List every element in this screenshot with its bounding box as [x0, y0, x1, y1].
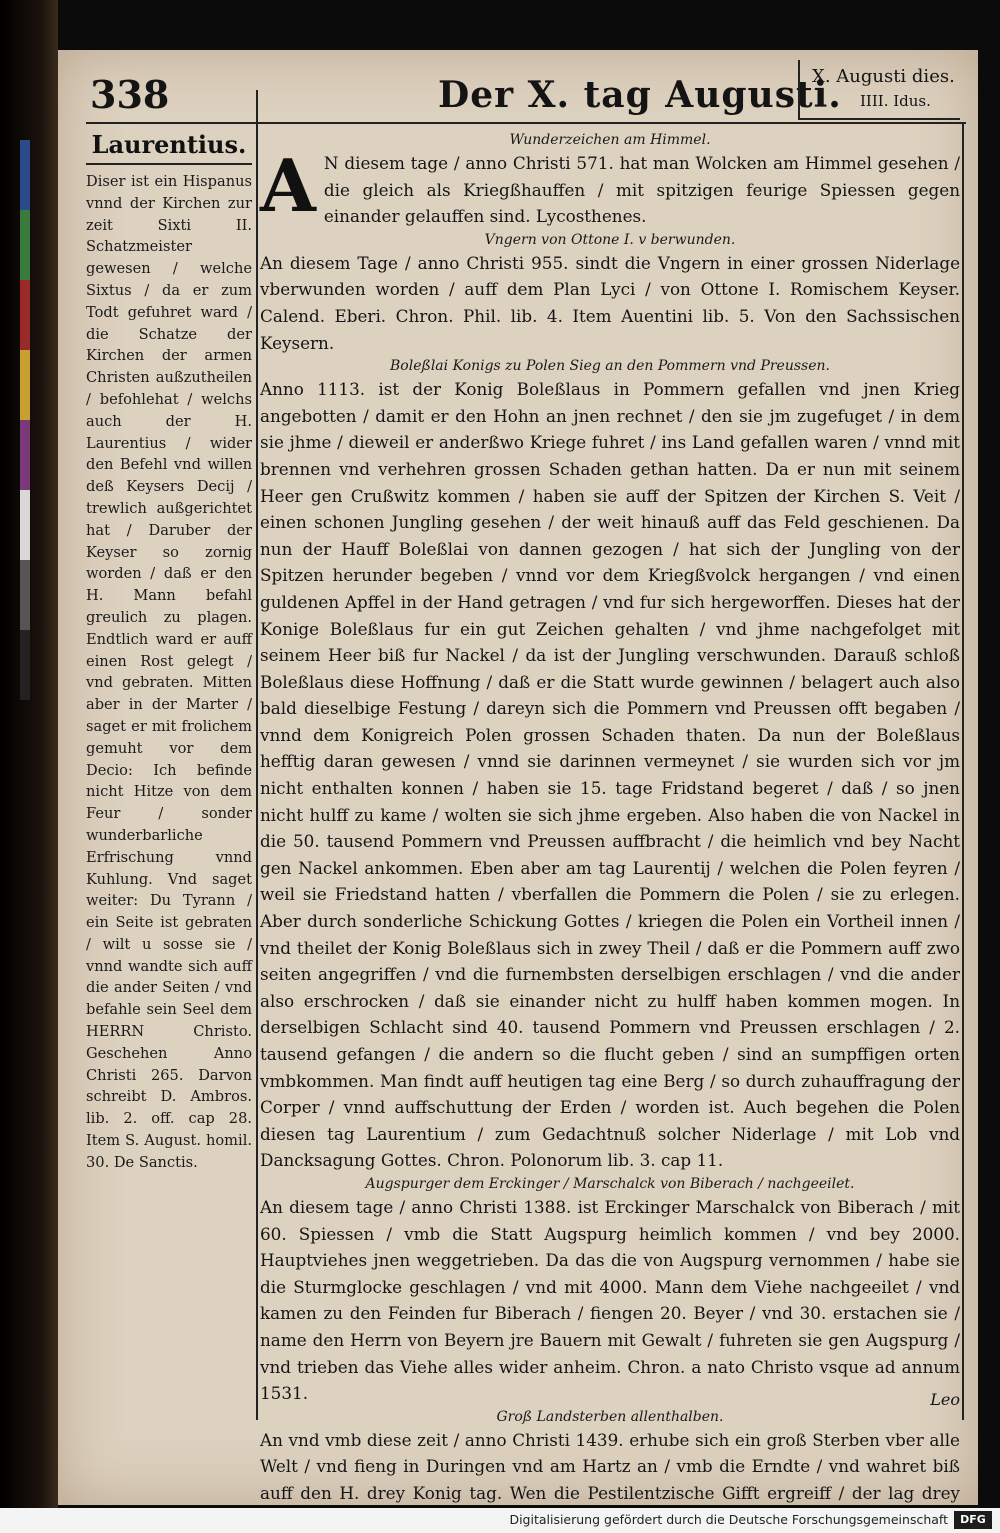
footer-bar	[0, 1508, 1000, 1533]
section-paragraph: An vnd vmb diese zeit / anno Christi 1439. erhube sich ein groß Sterben vber alle Welt / vnd fieng in Duringen vnd am Hartz an / vmb die Erndte / vnd wahret biß auff den H. drey Konig tag. Wen die Pestilentzische Gifft ergreiff / der lag drey	[260, 1429, 960, 1503]
margin-note: Diser ist ein Hispanus vnnd der Kirchen zur zeit Sixti II. Schatzmeister gewesen / welche Sixtus / da er zum Todt gefuhret ward / die Schatze der Kirchen der armen Christen außzutheilen / befohlehat / welchs auch der H. Laurentius / wider den Befehl vnd willen deß Keysers Decij / trewlich außgerichtet hat / Daruber der Keyser so zornig worden / daß er den H. Mann befahl greulich zu plagen. Endtlich ward er auff einen Rost gelegt / vnd gebraten. Mitten aber in der Marter / saget er mit frolichem gemuht vor dem Decio: Ich befinde nicht Hitze von dem Feur / sonder wunderbarliche Erfrischung vnnd Kuhlung. Vnd saget weiter: Du Tyrann / ein Seite ist gebraten / wilt u sosse sie / vnnd wandte sich auff die ander Seiten / vnd befahle sein Seel dem HERRN Christo. Geschehen Anno Christi 265. Darvon schreibt D. Ambros. lib. 2. off. cap 28. Item S. August. homil. 30. De Sanctis.	[86, 173, 252, 1171]
section-paragraph: Anno 1113. ist der Konig Boleßlaus in Pommern gefallen vnd jnen Krieg angebotten / damit er den Hohn an jnen rechnet / den sie jm zugefuget / in dem sie jhme / dieweil er anderßwo Kriege fuhret / ins Land gefallen waren / vnnd mit brennen vnd verhehren grossen Schaden gethan hatten. Da er nun mit seinem Heer gen Crußwitz kommen / haben sie auff der Spitzen der Kirchen S. Veit / einen schonen Jungling gesehen / der weit hinauß auff das Feld geschienen. Da nun der Hauff Boleßlai von dannen gezogen / hat sich der Jungling von der Spitzen herunder begeben / vnnd vor dem Kriegßvolck hergangen / vnd einen guldenen Apffel in der Hand getragen / vnd fur sich hergeworffen. Dieses hat der Konige Boleßlaus fur ein gut Zeichen gehalten / vnd jhme nachgefolget mit seinem Heer biß fur Nackel / da ist der Jungling verschwunden. Darauß schloß Boleßlaus diese Hoffnung / daß er die Statt wurde gewinnen / belagert auch also bald dieselbige Festung / dareyn sich die Pommern vnd Preussen offt begaben / vnnd dem Konigreich Polen grossen Schaden thaten. Da nun der Boleßlaus hefftig daran gewesen / vnnd sie darinnen vermeynet / sie wurden sich vor jm nicht enthalten konnen / haben sie 15. tage Fridstand begeret / daß / so jnen nicht hulff zu kame / wolten sie sich jhme ergeben. Also haben die von Nackel in die 50. tausend Pommern vnd Preussen auffbracht / die heimlich vnd bey Nacht gen Nackel ankommen. Eben aber am tag Laurentij / welchen die Polen feyren / weil sie Friedstand hatten / vberfallen die Pommern die Polen / sie zu erlegen. Aber durch sonderliche Schickung Gottes / kriegen die Polen ein Vortheil innen / vnd theilet der Konig Boleßlaus sich in zwey Theil / daß er die Pommern auff zwo seiten angegriffen / vnd die furnembsten derselbigen erschlagen / vnd die ander also erschrocken / daß sie einander nicht zu hulff haben kommen mogen. In derselbigen Schlacht sind 40. tausend Pommern vnd Preussen erschlagen / 2. tausend gefangen / die andern so die flucht geben / sind an sumpffigen orten vmbkommen. Man findt auff heutigen tag eine Berg / so durch zuhauffragung der Corper / vnnd auffschuttung der Erden / worden ist. Auch begehen die Polen diesen tag Laurentium / zum Gedachtnuß solcher Niderlage / mit Lob vnd Dancksagung Gottes. Chron. Polonorum lib. 3. cap 11.	[260, 379, 960, 1171]
section-heading: Groß Landsterben allenthalben.	[496, 1408, 724, 1425]
book-page	[58, 50, 978, 1505]
right-border	[962, 122, 964, 1420]
footer-credit: Digitalisierung gefördert durch die Deutsche Forschungsgemeinschaft	[509, 1512, 948, 1527]
section-paragraph: An diesem tage / anno Christi 1388. ist Erckinger Marschalck von Biberach / mit 60. Spiessen / vmb die Statt Augspurg heimlich kommen / vnd bey 2000. Hauptviehes jnen weggetrieben. Da das die von Augspurg vernommen / habe sie die Sturmglocke geschlagen / vnd mit 4000. Mann dem Viehe nachgeeilet / vnd kamen zu den Feinden fur Biberach / fiengen 20. Beyer / vnd 30. erstachen sie / name den Herrn von Beyern jre Bauern mit Gewalt / fuhreten sie gen Augspurg / vnd trieben das Viehe alles wider anheim. Chron. a nato Christo vsque ad annum 1531.	[260, 1196, 960, 1404]
section-heading: Boleßlai Konigs zu Polen Sieg an den Pommern vnd Preussen.	[390, 358, 830, 375]
section-paragraph: An diesem Tage / anno Christi 955. sindt die Vngern in einer grossen Niderlage vberwunden worden / auff dem Plan Lyci / von Ottone I. Romischem Keyser. Calend. Eberi. Chron. Phil. lib. 4. Item Auentini lib. 5. Von den Sachssischen Keysern.	[260, 252, 960, 353]
section-vngern	[260, 230, 960, 356]
margin-column	[86, 130, 252, 1174]
date-line-2: IIII. Idus.	[860, 92, 931, 110]
section-wunderzeichen	[260, 130, 960, 230]
running-head: Der X. tag Augusti.	[438, 74, 842, 116]
column-divider	[256, 90, 258, 1420]
dfg-logo: DFG	[954, 1511, 992, 1529]
section-text: N diesem tage / anno Christi 571. hat man Wolcken am Himmel gesehen / die gleich als Kriegßhauffen / mit spitzigen feurige Spiessen gegen einander gelauffen sind. Lycosthenes.	[323, 153, 960, 227]
main-column	[260, 130, 960, 1505]
header-rule	[86, 122, 966, 124]
margin-title: Laurentius.	[86, 130, 252, 165]
section-landsterben	[260, 1407, 960, 1505]
catchword: Leo	[930, 1390, 960, 1409]
drop-cap: A	[260, 143, 316, 228]
section-heading: Vngern von Ottone I. v berwunden.	[484, 231, 736, 248]
date-box	[798, 60, 960, 120]
color-calibration-strip	[20, 140, 30, 700]
section-heading: Wunderzeichen am Himmel.	[509, 132, 711, 148]
section-paragraph	[260, 143, 960, 230]
scan-left-edge	[0, 0, 58, 1533]
section-augspurger	[260, 1174, 960, 1407]
page-number: 338	[90, 72, 170, 117]
section-boleslai	[260, 356, 960, 1174]
page-header	[58, 50, 978, 130]
date-line-1: X. Augusti dies.	[812, 66, 955, 87]
section-heading: Augspurger dem Erckinger / Marschalck von Biberach / nachgeeilet.	[365, 1175, 855, 1192]
